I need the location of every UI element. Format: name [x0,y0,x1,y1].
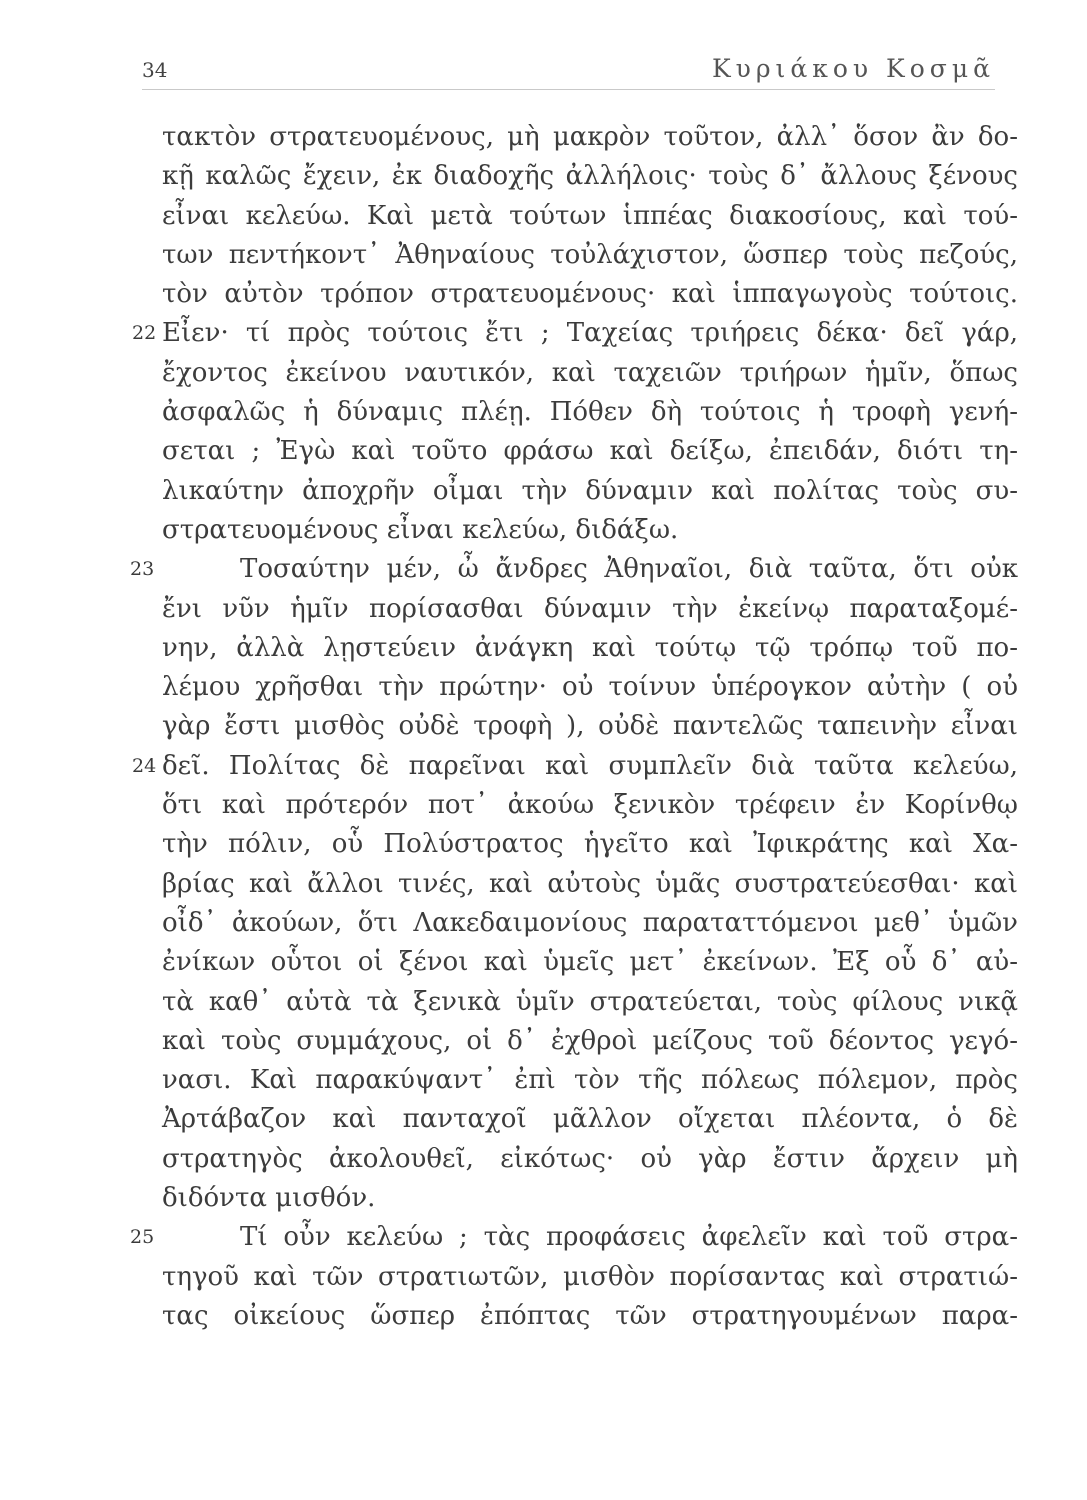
text-line [162,590,1018,629]
text-line [162,1179,1018,1218]
text-line [162,1061,1018,1100]
text-line [162,275,1018,314]
line-text: Ἀρτάβαζον καὶ πανταχοῖ μᾶλλον οἴχεται πλέοντα, ὁ δὲ [162,1104,1018,1135]
text-line [162,825,1018,864]
line-text: σεται ; Ἐγὼ καὶ τοῦτο φράσω καὶ δείξω, ἐπειδάν, διότι τη- [162,436,1018,467]
line-text: Τί οὖν κελεύω ; τὰς προφάσεις ἀφελεῖν καὶ τοῦ στρα- [240,1222,1018,1253]
line-text: Τοσαύτην μέν, ὦ ἄνδρες Ἀθηναῖοι, διὰ ταῦτα, ὅτι οὐκ [240,554,1018,585]
line-text: γὰρ ἔστι μισθὸς οὐδὲ τροφὴ ), οὐδὲ παντελῶς ταπεινὴν εἶναι [162,711,1018,742]
text-line [162,865,1018,904]
line-text: νην, ἀλλὰ λῃστεύειν ἀνάγκη καὶ τούτῳ τῷ τρόπῳ τοῦ πο- [162,632,1018,663]
running-head: Κυριάκου Κοσμᾶ [711,54,995,83]
text-line [162,472,1018,511]
line-text: εἶναι κελεύω. Καὶ μετὰ τούτων ἱππέας διακοσίους, καὶ τού- [162,200,1018,231]
line-text: ἔνι νῦν ἡμῖν πορίσασθαι δύναμιν τὴν ἐκείνῳ παραταξομέ- [162,593,1018,624]
line-text: ὅτι καὶ πρότερόν ποτ᾽ ἀκούω ξενικὸν τρέφειν ἐν Κορίνθῳ [162,790,1018,821]
line-text: τακτὸν στρατευομένους, μὴ μακρὸν τοῦτον, ἀλλ᾽ ὅσον ἂν δο- [162,122,1018,152]
text-line [162,786,1018,825]
page-header [142,54,995,98]
text-line [162,118,1018,157]
line-text: τὰ καθ᾽ αὑτὰ τὰ ξενικὰ ὑμῖν στρατεύεται, τοὺς φίλους νικᾷ [162,986,1018,1017]
text-line [162,668,1018,707]
line-text: ἀσφαλῶς ἡ δύναμις πλέῃ. Πόθεν δὴ τούτοις ἡ τροφὴ γενή- [162,397,1018,428]
text-line [162,393,1018,432]
text-line [162,1140,1018,1179]
text-line [162,1297,1018,1336]
text-line [130,1218,1018,1257]
text-line [162,157,1018,196]
line-text: τηγοῦ καὶ τῶν στρατιωτῶν, μισθὸν πορίσαντας καὶ στρατιώ- [162,1261,1018,1292]
text-line [162,943,1018,982]
body-text [130,118,1018,1336]
text-line [132,314,1018,353]
text-line [162,432,1018,471]
line-text: Εἶεν· τί πρὸς τούτοις ἔτι ; Ταχείας τριήρεις δέκα· δεῖ γάρ, [162,318,1018,349]
line-text: κῇ καλῶς ἔχειν, ἐκ διαδοχῆς ἀλλήλοις· τοὺς δ᾽ ἄλλους ξένους [162,161,1018,192]
text-line [162,983,1018,1022]
line-text: δεῖ. Πολίτας δὲ παρεῖναι καὶ συμπλεῖν διὰ ταῦτα κελεύω, [162,750,1018,781]
line-text: βρίας καὶ ἄλλοι τινές, καὶ αὐτοὺς ὑμᾶς συστρατεύεσθαι· καὶ [162,868,1018,899]
text-line [162,1022,1018,1061]
line-text: τας οἰκείους ὥσπερ ἐπόπτας τῶν στρατηγουμένων παρα- [162,1300,1018,1331]
text-line [162,1258,1018,1297]
line-text: των πεντήκοντ᾽ Ἀθηναίους τοὐλάχιστον, ὥσπερ τοὺς πεζούς, [162,239,1018,270]
header-rule [142,89,995,90]
text-line [162,236,1018,275]
text-line [162,904,1018,943]
line-text: καὶ τοὺς συμμάχους, οἱ δ᾽ ἐχθροὶ μείζους τοῦ δέοντος γεγό- [162,1025,1018,1056]
line-text: στρατευομένους εἶναι κελεύω, διδάξω. [162,514,679,545]
line-text: στρατηγὸς ἀκολουθεῖ, εἰκότως· οὐ γὰρ ἔστιν ἄρχειν μὴ [162,1143,1018,1174]
line-text: τὴν πόλιν, οὗ Πολύστρατος ἡγεῖτο καὶ Ἰφικράτης καὶ Χα- [162,829,1018,860]
text-line [162,197,1018,236]
page-number: 34 [142,58,168,82]
line-text: οἶδ᾽ ἀκούων, ὅτι Λακεδαιμονίους παραταττόμενοι μεθ᾽ ὑμῶν [162,907,1018,938]
line-text: λικαύτην ἀποχρῆν οἶμαι τὴν δύναμιν καὶ πολίτας τοὺς συ- [162,475,1018,506]
section-number: 22 [132,322,157,345]
section-number: 23 [130,558,155,581]
section-number: 25 [130,1226,155,1249]
line-text: λέμου χρῆσθαι τὴν πρώτην· οὐ τοίνυν ὑπέρογκον αὐτὴν ( οὐ [162,672,1018,703]
section-number: 24 [132,754,157,777]
text-line [162,1100,1018,1139]
line-text: νασι. Καὶ παρακύψαντ᾽ ἐπὶ τὸν τῆς πόλεως πόλεμον, πρὸς [162,1065,1018,1096]
text-line [162,354,1018,393]
text-line [162,707,1018,746]
line-text: διδόντα μισθόν. [162,1183,376,1214]
line-text: ἔχοντος ἐκείνου ναυτικόν, καὶ ταχειῶν τριήρων ἡμῖν, ὅπως [162,357,1018,388]
text-line [132,747,1018,786]
text-line [162,511,1018,550]
text-line [130,550,1018,589]
text-line [162,629,1018,668]
line-text: ἐνίκων οὗτοι οἱ ξένοι καὶ ὑμεῖς μετ᾽ ἐκείνων. Ἐξ οὗ δ᾽ αὐ- [162,947,1018,978]
line-text: τὸν αὐτὸν τρόπον στρατευομένους· καὶ ἱππαγωγοὺς τούτοις. [162,279,1018,310]
